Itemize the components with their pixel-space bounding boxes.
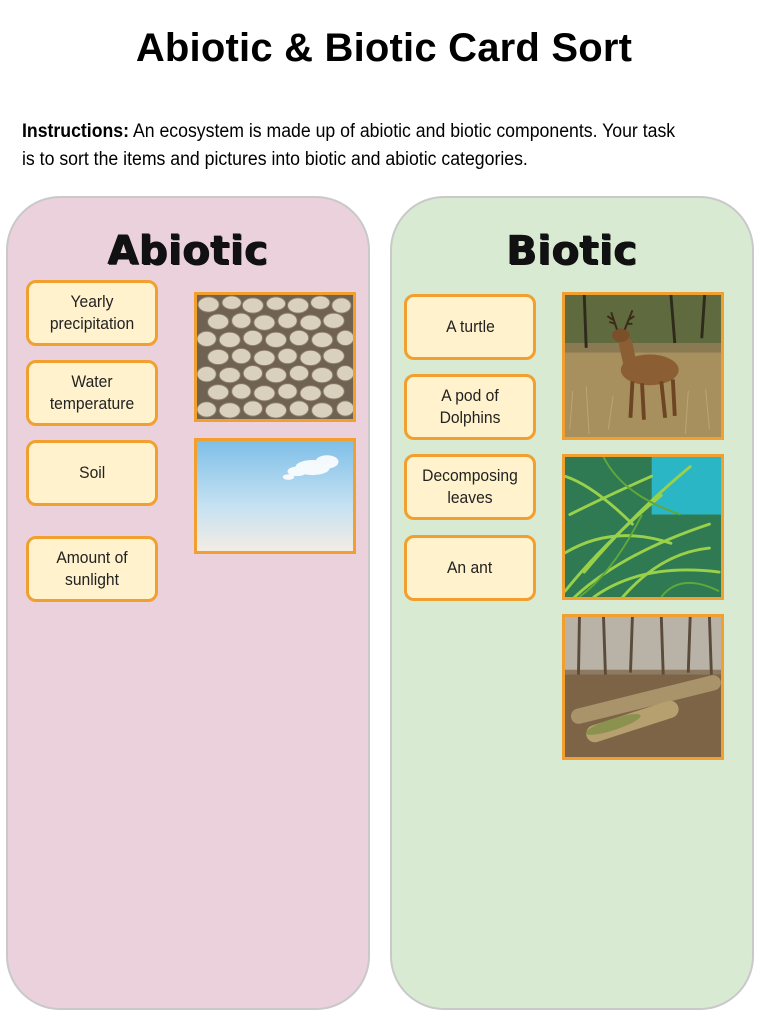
biotic-heading: Biotic xyxy=(506,228,638,274)
instructions xyxy=(22,118,692,174)
card-label: Yearly precipitation xyxy=(49,292,135,333)
card-label: Decomposing leaves xyxy=(422,466,518,507)
card-label: A pod of Dolphins xyxy=(439,386,501,427)
card-decomposing-leaves[interactable] xyxy=(404,454,536,520)
card-a-turtle[interactable] xyxy=(404,294,536,360)
stones-photo[interactable] xyxy=(194,292,356,422)
fallen-logs-photo[interactable] xyxy=(562,614,724,760)
instructions-text: An ecosystem is made up of abiotic and biotic components. Your task is to sort the items and pictures into biotic and abiotic categories. xyxy=(22,121,676,170)
card-label: Soil xyxy=(78,463,106,482)
abiotic-heading: Abiotic xyxy=(107,228,269,274)
card-soil[interactable] xyxy=(26,440,158,506)
card-amount-of-sunlight[interactable] xyxy=(26,536,158,602)
card-a-pod-of-dolphins[interactable] xyxy=(404,374,536,440)
sky-photo[interactable] xyxy=(194,438,356,554)
page-title: Abiotic & Biotic Card Sort xyxy=(135,26,633,70)
card-label: An ant xyxy=(447,558,493,577)
card-water-temperature[interactable] xyxy=(26,360,158,426)
abiotic-panel xyxy=(6,196,370,1010)
card-yearly-precipitation[interactable] xyxy=(26,280,158,346)
deer-photo[interactable] xyxy=(562,292,724,440)
underwater-plants-photo[interactable] xyxy=(562,454,724,600)
instructions-label: Instructions: xyxy=(22,121,130,142)
card-label: Water temperature xyxy=(49,372,135,413)
card-label: A turtle xyxy=(445,317,495,336)
card-label: Amount of sunlight xyxy=(56,548,128,589)
biotic-panel xyxy=(390,196,754,1010)
card-an-ant[interactable] xyxy=(404,535,536,601)
